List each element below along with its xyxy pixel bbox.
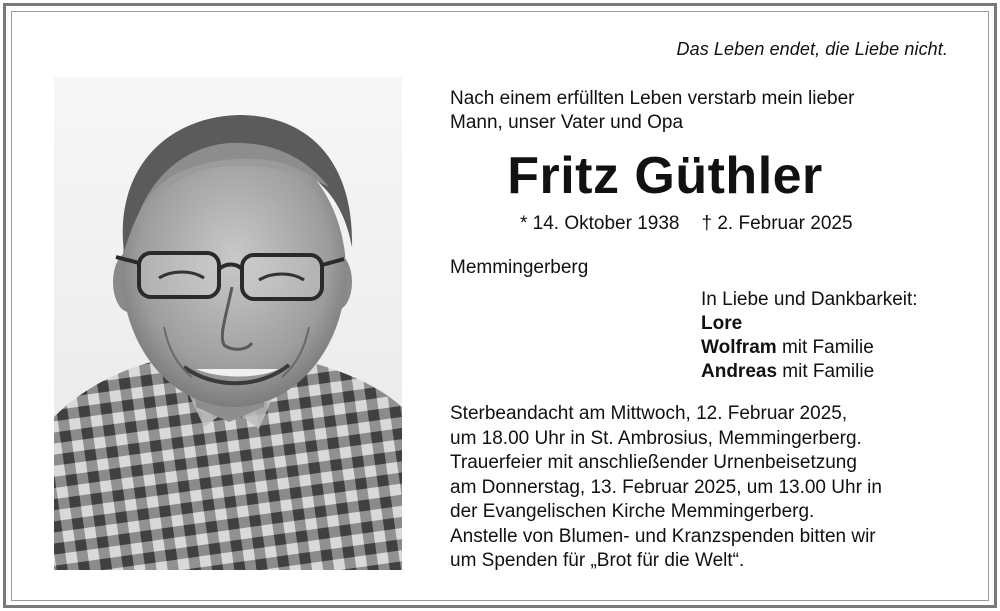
service-line: um 18.00 Uhr in St. Ambrosius, Memmingerberg.	[450, 427, 862, 449]
service-line: um Spenden für „Brot für die Welt“.	[450, 550, 745, 571]
service-details	[450, 402, 950, 574]
mourner-entry	[701, 336, 918, 360]
portrait-photo	[54, 77, 402, 570]
portrait-image	[54, 77, 402, 570]
service-line: Anstelle von Blumen- und Kranzspenden bitten wir	[450, 525, 876, 547]
birth-date: * 14. Oktober 1938	[520, 213, 680, 234]
service-line: der Evangelischen Kirche Memmingerberg.	[450, 501, 815, 522]
mourner-entry	[701, 312, 918, 336]
mourner-name: Andreas	[701, 361, 778, 382]
mourner-entry	[701, 360, 918, 384]
mourners-heading: In Liebe und Dankbarkeit:	[701, 289, 918, 310]
mourner-name: Wolfram	[701, 337, 777, 358]
service-line: am Donnerstag, 13. Februar 2025, um 13.00 Uhr in	[450, 476, 882, 498]
mourner-suffix: mit Familie	[776, 337, 874, 358]
service-line: Trauerfeier mit anschließender Urnenbeisetzung	[450, 452, 857, 473]
place-of-residence: Memmingerberg	[450, 257, 589, 278]
mourners-block	[701, 288, 918, 384]
intro-line: Mann, unser Vater und Opa	[450, 112, 684, 133]
service-line: Sterbeandacht am Mittwoch, 12. Februar 2025,	[450, 403, 848, 424]
life-dates	[520, 212, 853, 236]
deceased-name: Fritz Güthler	[507, 147, 823, 205]
mourner-name: Lore	[701, 313, 743, 334]
intro-line: Nach einem erfüllten Leben verstarb mein lieber	[450, 88, 855, 109]
mourner-suffix: mit Familie	[777, 361, 875, 382]
death-date: † 2. Februar 2025	[701, 213, 853, 234]
motto: Das Leben endet, die Liebe nicht.	[676, 39, 948, 59]
intro-text	[450, 87, 950, 135]
